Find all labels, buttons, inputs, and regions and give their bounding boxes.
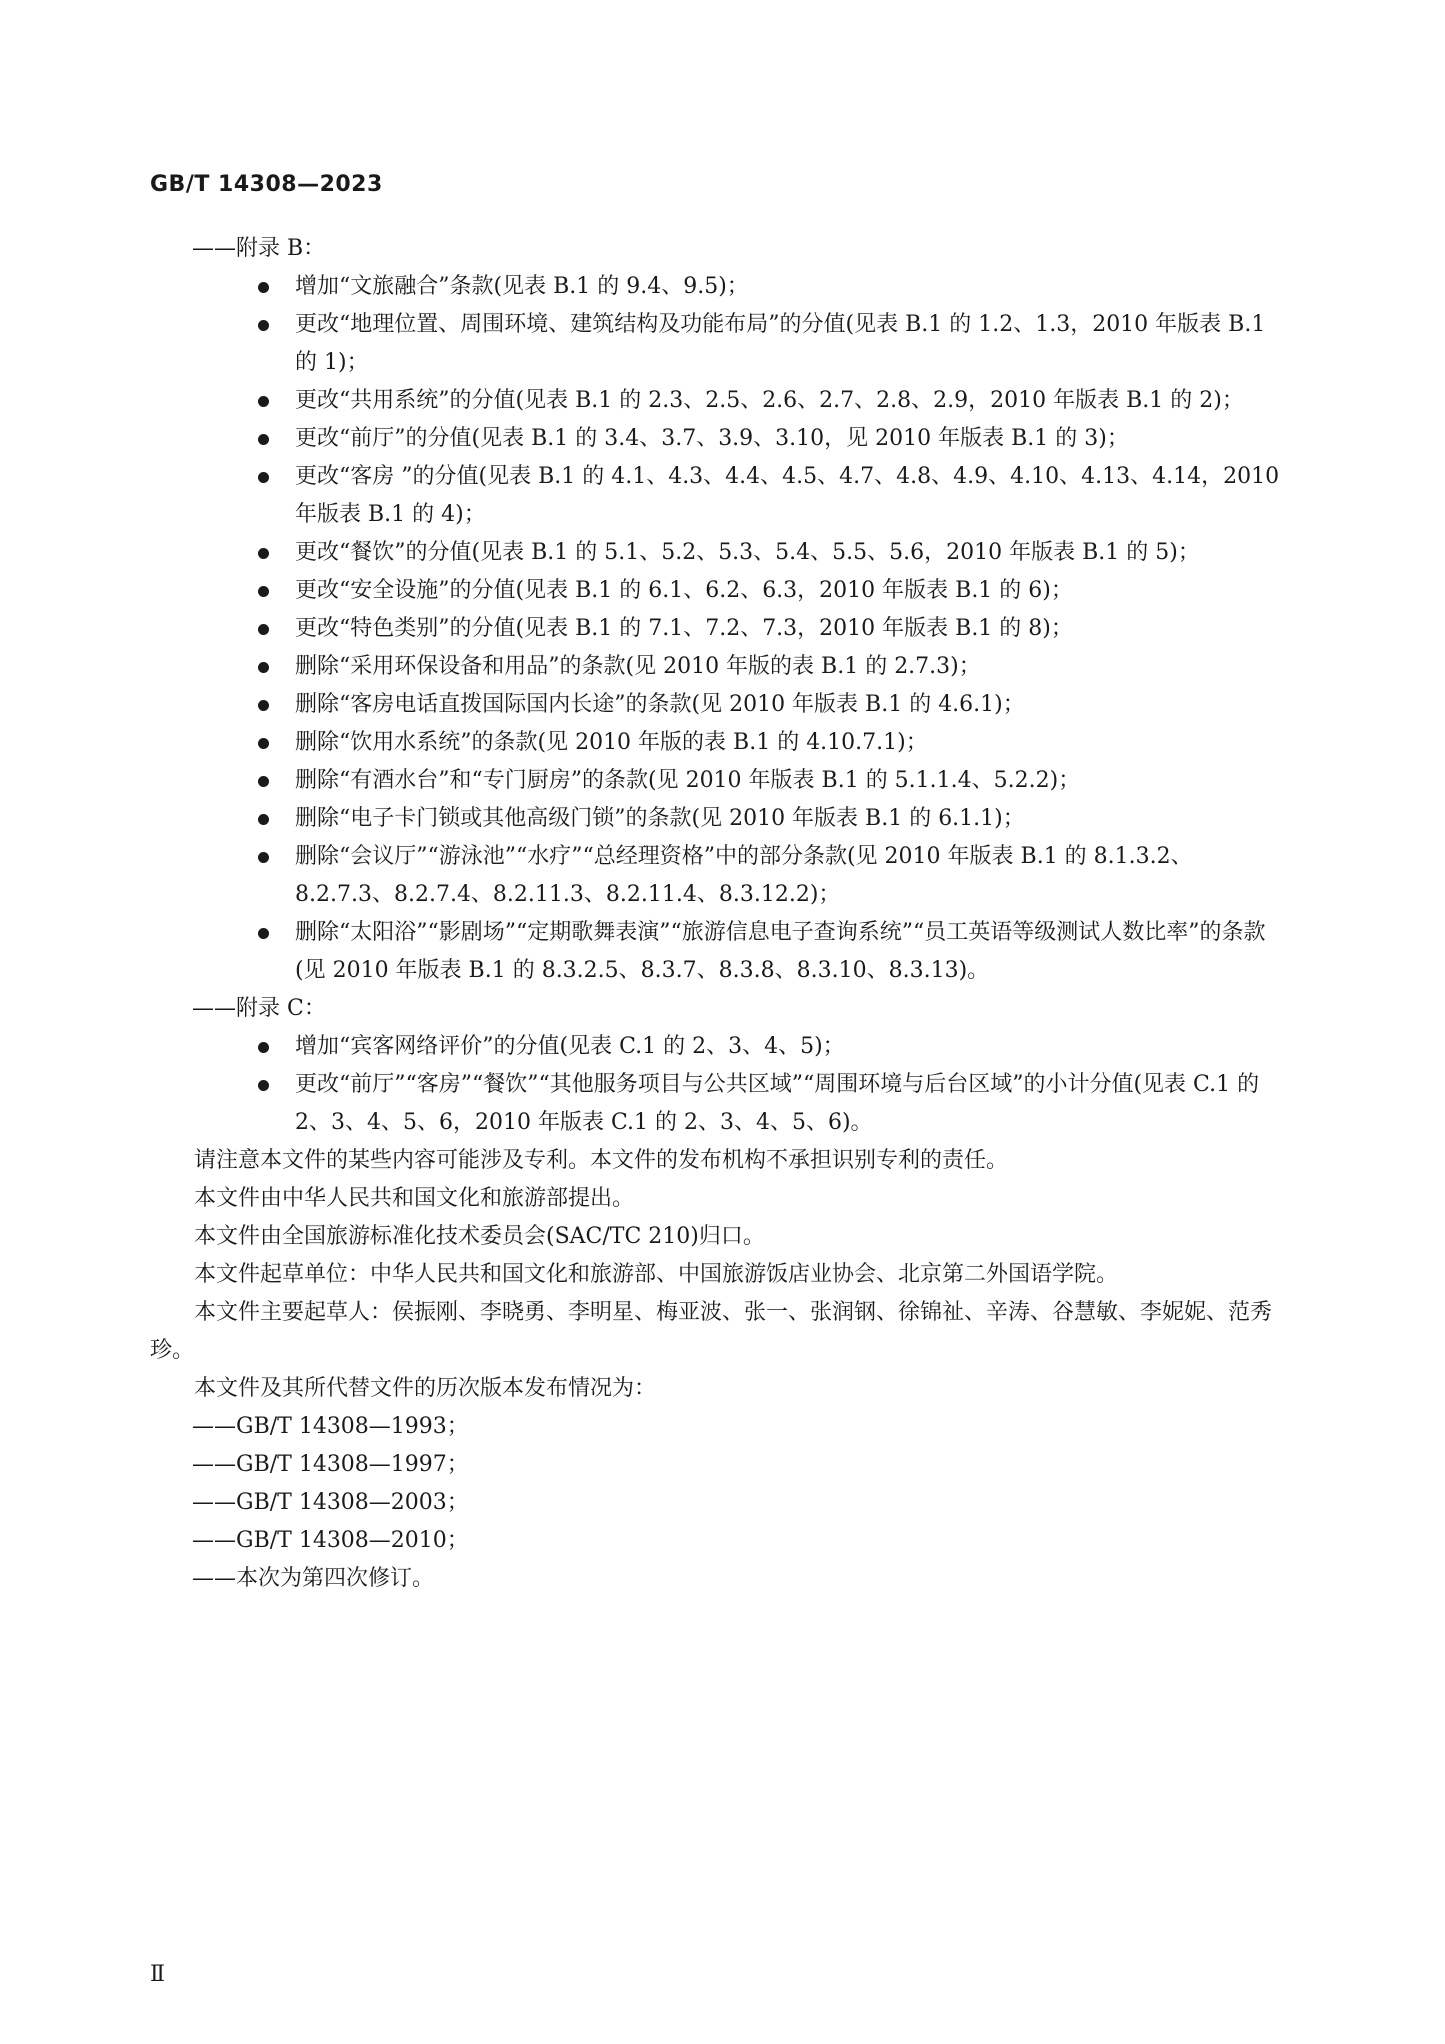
list-item: 更改“特色类别”的分值(见表 B.1 的 7.1、7.2、7.3，2010 年版表 B.1 的 8)； [150, 610, 1300, 648]
bullet-icon [258, 662, 269, 673]
history-item: ——GB/T 14308—1997； [192, 1452, 469, 1477]
page-number: Ⅱ [150, 1962, 165, 1987]
list-item: 增加“文旅融合”条款(见表 B.1 的 9.4、9.5)； [150, 268, 1300, 306]
patent-notice: 请注意本文件的某些内容可能涉及专利。本文件的发布机构不承担识别专利的责任。 [194, 1148, 1009, 1173]
list-item: 删除“会议厅”“游泳池”“水疗”“总经理资格”中的部分条款(见 2010 年版表 B.1 的 8.1.3.2、8.2.7.3、8.2.7.4、8.2.11.3、8.2.11.4、8.3.12.2)； [150, 838, 1300, 914]
history-item: ——GB/T 14308—2003； [192, 1490, 469, 1515]
list-item: 更改“餐饮”的分值(见表 B.1 的 5.1、5.2、5.3、5.4、5.5、5.6，2010 年版表 B.1 的 5)； [150, 534, 1300, 572]
list-item: 删除“有酒水台”和“专门厨房”的条款(见 2010 年版表 B.1 的 5.1.1.4、5.2.2)； [150, 762, 1300, 800]
bullet-icon [258, 548, 269, 559]
list-item: 更改“安全设施”的分值(见表 B.1 的 6.1、6.2、6.3，2010 年版表 B.1 的 6)； [150, 572, 1300, 610]
appendix-b-list [150, 268, 1300, 990]
appendix-c-list [150, 1028, 1300, 1142]
bullet-icon [258, 1042, 269, 1053]
appendix-b-heading: ——附录 B： [192, 236, 326, 261]
list-item: 删除“电子卡门锁或其他高级门锁”的条款(见 2010 年版表 B.1 的 6.1.1)； [150, 800, 1300, 838]
list-item: 删除“客房电话直拨国际国内长途”的条款(见 2010 年版表 B.1 的 4.6.1)； [150, 686, 1300, 724]
list-item: 删除“饮用水系统”的条款(见 2010 年版的表 B.1 的 4.10.7.1)； [150, 724, 1300, 762]
bullet-icon [258, 1080, 269, 1091]
standard-number-header: GB/T 14308—2023 [150, 172, 383, 197]
bullet-icon [258, 396, 269, 407]
committee-statement: 本文件由全国旅游标准化技术委员会(SAC/TC 210)归口。 [194, 1224, 765, 1249]
bullet-icon [258, 434, 269, 445]
history-item: ——GB/T 14308—2010； [192, 1528, 469, 1553]
bullet-icon [258, 472, 269, 483]
bullet-icon [258, 928, 269, 939]
bullet-icon [258, 624, 269, 635]
list-item: 更改“共用系统”的分值(见表 B.1 的 2.3、2.5、2.6、2.7、2.8、2.9，2010 年版表 B.1 的 2)； [150, 382, 1300, 420]
list-item: 删除“采用环保设备和用品”的条款(见 2010 年版的表 B.1 的 2.7.3)； [150, 648, 1300, 686]
bullet-icon [258, 320, 269, 331]
list-item: 增加“宾客网络评价”的分值(见表 C.1 的 2、3、4、5)； [150, 1028, 1300, 1066]
appendix-c-heading: ——附录 C： [192, 996, 326, 1021]
document-body [150, 230, 1300, 1598]
list-item: 更改“客房 ”的分值(见表 B.1 的 4.1、4.3、4.4、4.5、4.7、4.8、4.9、4.10、4.13、4.14，2010 年版表 B.1 的 4)； [150, 458, 1300, 534]
history-intro: 本文件及其所代替文件的历次版本发布情况为： [194, 1376, 657, 1401]
list-item: 更改“地理位置、周围环境、建筑结构及功能布局”的分值(见表 B.1 的 1.2、1.3，2010 年版表 B.1 的 1)； [150, 306, 1300, 382]
bullet-icon [258, 814, 269, 825]
drafting-units: 本文件起草单位：中华人民共和国文化和旅游部、中国旅游饭店业协会、北京第二外国语学院。 [194, 1262, 1119, 1287]
proposer-statement: 本文件由中华人民共和国文化和旅游部提出。 [194, 1186, 635, 1211]
bullet-icon [258, 700, 269, 711]
bullet-icon [258, 586, 269, 597]
bullet-icon [258, 738, 269, 749]
drafters: 本文件主要起草人：侯振刚、李晓勇、李明星、梅亚波、张一、张润钢、徐锦祉、辛涛、谷慧敏、李妮妮、范秀珍。 [150, 1300, 1273, 1363]
bullet-icon [258, 776, 269, 787]
bullet-icon [258, 282, 269, 293]
list-item: 删除“太阳浴”“影剧场”“定期歌舞表演”“旅游信息电子查询系统”“员工英语等级测试人数比率”的条款(见 2010 年版表 B.1 的 8.3.2.5、8.3.7、8.3.8、8.3.10、8.3.13)。 [150, 914, 1300, 990]
history-item: ——GB/T 14308—1993； [192, 1414, 469, 1439]
list-item: 更改“前厅”“客房”“餐饮”“其他服务项目与公共区域”“周围环境与后台区域”的小计分值(见表 C.1 的 2、3、4、5、6，2010 年版表 C.1 的 2、3、4、5、6)。 [150, 1066, 1300, 1142]
history-item: ——本次为第四次修订。 [192, 1566, 435, 1591]
list-item: 更改“前厅”的分值(见表 B.1 的 3.4、3.7、3.9、3.10，见 2010 年版表 B.1 的 3)； [150, 420, 1300, 458]
bullet-icon [258, 852, 269, 863]
